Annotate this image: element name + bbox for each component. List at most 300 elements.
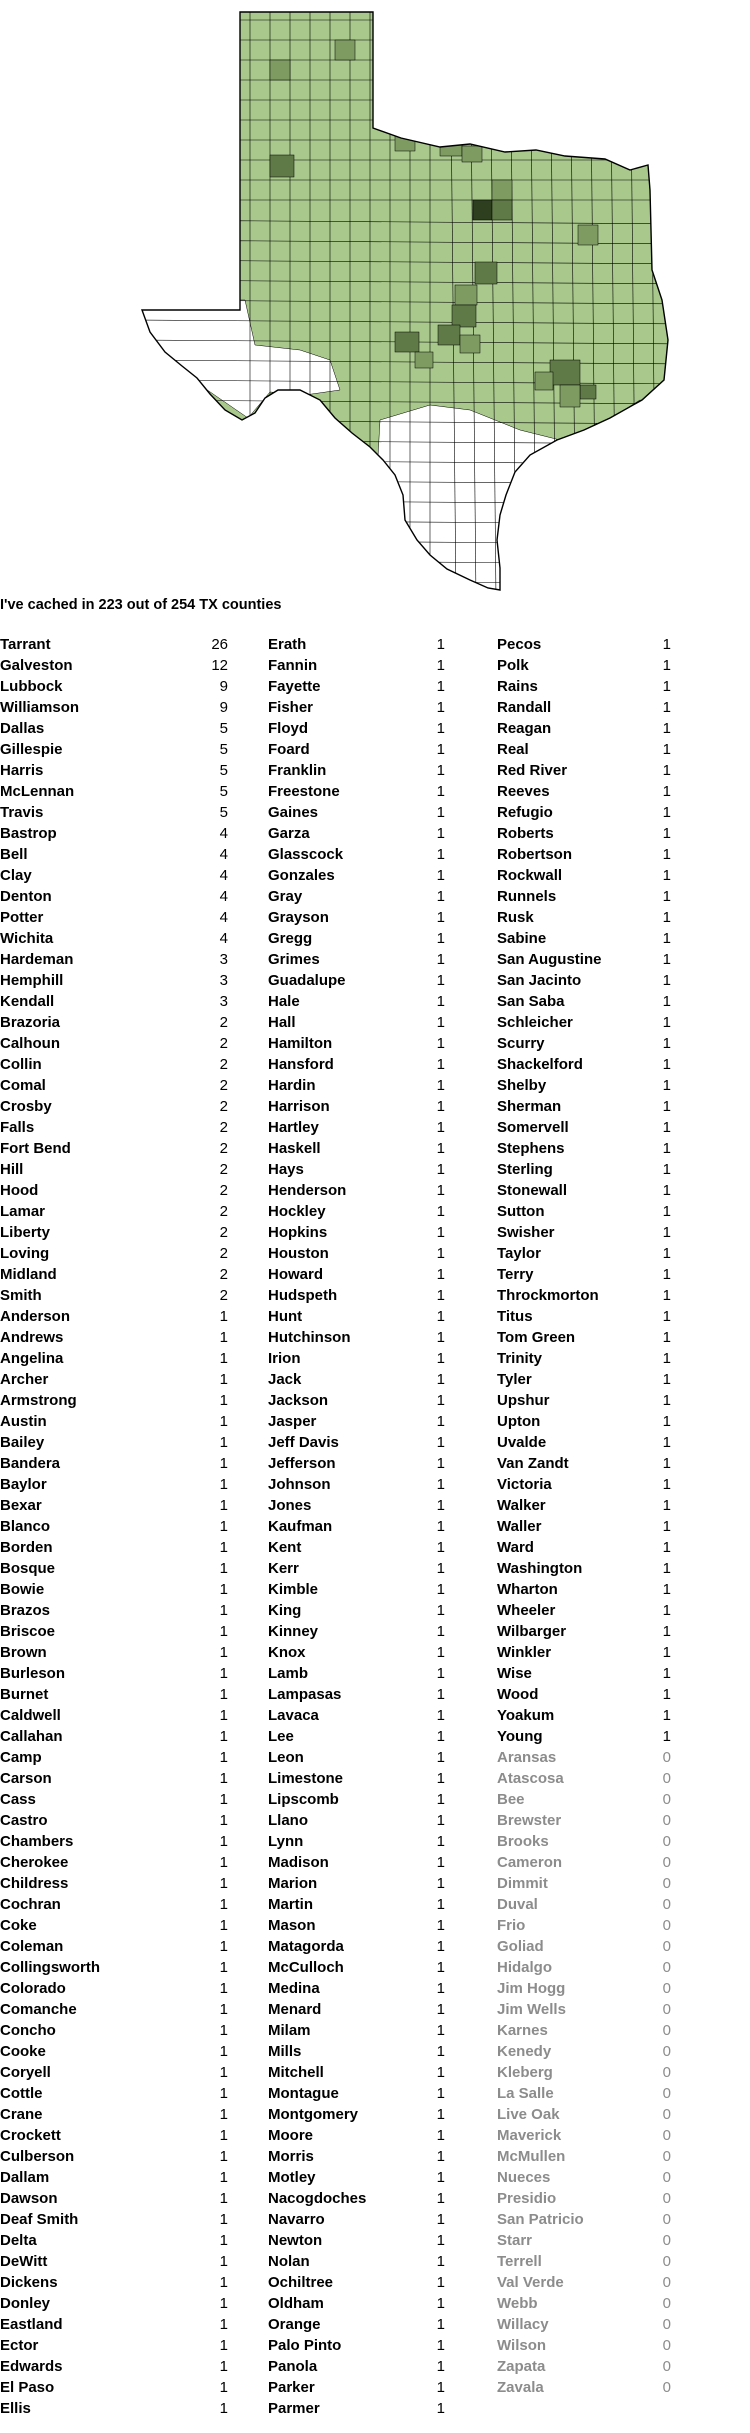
county-count: 1 bbox=[219, 1623, 228, 1640]
county-name: Parker bbox=[268, 2379, 315, 2396]
county-row bbox=[0, 2043, 228, 2064]
county-name: Archer bbox=[0, 1371, 49, 1388]
county-row bbox=[268, 1938, 445, 1959]
county-name: Loving bbox=[0, 1245, 50, 1262]
county-row bbox=[497, 888, 671, 909]
county-name: Wilbarger bbox=[497, 1623, 567, 1640]
county-row bbox=[0, 636, 228, 657]
county-name: Mills bbox=[268, 2043, 302, 2060]
county-count: 1 bbox=[436, 2253, 445, 2270]
county-name: Runnels bbox=[497, 888, 557, 905]
county-name: Real bbox=[497, 741, 529, 758]
county-name: Jack bbox=[268, 1371, 302, 1388]
county-name: Sabine bbox=[497, 930, 547, 947]
county-williamson bbox=[452, 305, 476, 327]
county-count: 1 bbox=[662, 1077, 671, 1094]
county-count: 0 bbox=[662, 2169, 671, 2186]
county-name: Howard bbox=[268, 1266, 324, 1283]
county-count: 1 bbox=[436, 1581, 445, 1598]
county-count: 0 bbox=[662, 1959, 671, 1976]
county-count: 1 bbox=[219, 1560, 228, 1577]
county-name: Dimmit bbox=[497, 1875, 548, 1892]
county-row bbox=[497, 1098, 671, 1119]
county-count: 1 bbox=[436, 1959, 445, 1976]
county-row bbox=[0, 2127, 228, 2148]
county-name: Coke bbox=[0, 1917, 37, 1934]
county-name: Milam bbox=[268, 2022, 311, 2039]
county-count: 1 bbox=[219, 2358, 228, 2375]
county-row bbox=[0, 678, 228, 699]
county-name: Sherman bbox=[497, 1098, 562, 1115]
county-count: 0 bbox=[662, 2379, 671, 2396]
county-name: Blanco bbox=[0, 1518, 51, 1535]
county-count: 3 bbox=[219, 993, 228, 1010]
county-row bbox=[268, 2358, 445, 2379]
county-name: Brewster bbox=[497, 1812, 562, 1829]
county-row bbox=[268, 699, 445, 720]
county-name: Grayson bbox=[268, 909, 329, 926]
county-name: Hardin bbox=[268, 1077, 316, 1094]
county-count: 1 bbox=[662, 783, 671, 800]
county-count: 4 bbox=[219, 825, 228, 842]
county-name: Fannin bbox=[268, 657, 318, 674]
county-row bbox=[497, 1686, 671, 1707]
county-row bbox=[268, 1413, 445, 1434]
county-row bbox=[268, 1770, 445, 1791]
county-row bbox=[0, 1707, 228, 1728]
county-count: 1 bbox=[436, 1875, 445, 1892]
county-count: 9 bbox=[219, 678, 228, 695]
county-name: Camp bbox=[0, 1749, 42, 1766]
county-count: 1 bbox=[436, 2379, 445, 2396]
county-name: Ward bbox=[497, 1539, 534, 1556]
county-name: Kaufman bbox=[268, 1518, 333, 1535]
county-count: 0 bbox=[662, 2043, 671, 2060]
county-name: Bell bbox=[0, 846, 28, 863]
county-row bbox=[0, 1413, 228, 1434]
county-name: Oldham bbox=[268, 2295, 324, 2312]
county-name: San Saba bbox=[497, 993, 565, 1010]
county-row bbox=[0, 1140, 228, 1161]
county-count: 1 bbox=[219, 2169, 228, 2186]
county-row bbox=[0, 888, 228, 909]
county-name: Angelina bbox=[0, 1350, 64, 1367]
county-row bbox=[497, 1119, 671, 1140]
county-count: 1 bbox=[662, 1476, 671, 1493]
county-name: Collin bbox=[0, 1056, 42, 1073]
county-name: Wheeler bbox=[497, 1602, 556, 1619]
county-count: 0 bbox=[662, 1938, 671, 1955]
county-row bbox=[0, 762, 228, 783]
county-count: 1 bbox=[436, 1518, 445, 1535]
county-row bbox=[0, 2085, 228, 2106]
county-name: Upshur bbox=[497, 1392, 550, 1409]
county-count: 1 bbox=[436, 2232, 445, 2249]
county-name: Marion bbox=[268, 1875, 318, 1892]
county-name: Rockwall bbox=[497, 867, 563, 884]
county-row bbox=[268, 1035, 445, 1056]
county-row bbox=[0, 1119, 228, 1140]
county-count: 1 bbox=[662, 1035, 671, 1052]
county-name: Travis bbox=[0, 804, 44, 821]
county-row bbox=[268, 1014, 445, 1035]
county-row bbox=[268, 1749, 445, 1770]
county-row bbox=[0, 1686, 228, 1707]
county-count: 1 bbox=[662, 1581, 671, 1598]
county-row bbox=[497, 1077, 671, 1098]
county-name: Cass bbox=[0, 1791, 36, 1808]
county-count: 1 bbox=[436, 2169, 445, 2186]
county-name: Brazos bbox=[0, 1602, 51, 1619]
county-name: Rusk bbox=[497, 909, 534, 926]
county-name: Cameron bbox=[497, 1854, 563, 1871]
county-name: Galveston bbox=[0, 657, 73, 674]
county-count: 1 bbox=[436, 636, 445, 653]
county-name: Harris bbox=[0, 762, 44, 779]
county-count: 1 bbox=[436, 1497, 445, 1514]
county-name: Jim Hogg bbox=[497, 1980, 566, 1997]
county-row bbox=[497, 2148, 671, 2169]
county-count: 0 bbox=[662, 2211, 671, 2228]
county-count: 0 bbox=[662, 1917, 671, 1934]
county-name: Crockett bbox=[0, 2127, 61, 2144]
county-row bbox=[497, 825, 671, 846]
county-count: 1 bbox=[436, 1329, 445, 1346]
county-row bbox=[268, 2337, 445, 2358]
county-name: Brazoria bbox=[0, 1014, 61, 1031]
county-name: Uvalde bbox=[497, 1434, 547, 1451]
county-count: 1 bbox=[219, 2043, 228, 2060]
county-row bbox=[0, 2148, 228, 2169]
county-row bbox=[497, 2316, 671, 2337]
county-row bbox=[268, 1896, 445, 1917]
county-count: 1 bbox=[436, 1287, 445, 1304]
county-count: 1 bbox=[219, 2022, 228, 2039]
county-count: 1 bbox=[662, 1308, 671, 1325]
county-fort-bend bbox=[535, 372, 553, 390]
county-row bbox=[497, 972, 671, 993]
county-gillespie bbox=[395, 332, 419, 352]
county-count: 1 bbox=[219, 1728, 228, 1745]
county-row bbox=[0, 1224, 228, 1245]
county-count: 0 bbox=[662, 2232, 671, 2249]
county-name: Gonzales bbox=[268, 867, 335, 884]
county-count: 1 bbox=[662, 1518, 671, 1535]
county-row bbox=[0, 1329, 228, 1350]
county-row bbox=[268, 1959, 445, 1980]
county-row bbox=[268, 972, 445, 993]
county-row bbox=[0, 2337, 228, 2358]
county-row bbox=[268, 2190, 445, 2211]
county-row bbox=[268, 1812, 445, 1833]
county-name: Bandera bbox=[0, 1455, 61, 1472]
county-row bbox=[0, 1350, 228, 1371]
county-row bbox=[497, 1770, 671, 1791]
county-row bbox=[0, 1203, 228, 1224]
county-name: Fayette bbox=[268, 678, 321, 695]
county-lubbock bbox=[270, 155, 294, 177]
county-row bbox=[268, 1455, 445, 1476]
county-count: 1 bbox=[436, 2358, 445, 2375]
county-name: Pecos bbox=[497, 636, 542, 653]
county-row bbox=[0, 1875, 228, 1896]
county-count: 1 bbox=[436, 1476, 445, 1493]
county-count: 1 bbox=[219, 2253, 228, 2270]
texas-county-map bbox=[0, 0, 750, 600]
county-row bbox=[0, 1161, 228, 1182]
county-name: Atascosa bbox=[497, 1770, 564, 1787]
county-name: Hartley bbox=[268, 1119, 319, 1136]
county-row bbox=[497, 1371, 671, 1392]
county-name: San Jacinto bbox=[497, 972, 582, 989]
county-row bbox=[0, 1854, 228, 1875]
county-row bbox=[268, 1350, 445, 1371]
county-row bbox=[497, 951, 671, 972]
county-row bbox=[497, 1245, 671, 1266]
county-count: 1 bbox=[436, 2148, 445, 2165]
county-name: Hood bbox=[0, 1182, 39, 1199]
county-name: Fort Bend bbox=[0, 1140, 71, 1157]
county-count: 0 bbox=[662, 2316, 671, 2333]
county-count: 1 bbox=[219, 2211, 228, 2228]
county-count: 0 bbox=[662, 2127, 671, 2144]
county-row bbox=[497, 1854, 671, 1875]
county-count: 1 bbox=[436, 1371, 445, 1388]
county-name: Roberts bbox=[497, 825, 554, 842]
county-count: 2 bbox=[219, 1140, 228, 1157]
county-row bbox=[497, 2232, 671, 2253]
county-count: 1 bbox=[662, 846, 671, 863]
county-name: Terrell bbox=[497, 2253, 542, 2270]
county-row bbox=[268, 2232, 445, 2253]
county-count: 1 bbox=[436, 1854, 445, 1871]
county-name: Upton bbox=[497, 1413, 541, 1430]
county-name: Duval bbox=[497, 1896, 538, 1913]
county-name: Scurry bbox=[497, 1035, 545, 1052]
county-row bbox=[268, 1434, 445, 1455]
county-name: Menard bbox=[268, 2001, 322, 2018]
county-row bbox=[497, 1728, 671, 1749]
county-row bbox=[497, 2211, 671, 2232]
county-row bbox=[0, 1287, 228, 1308]
county-row bbox=[0, 909, 228, 930]
county-name: Walker bbox=[497, 1497, 546, 1514]
county-count: 1 bbox=[436, 2043, 445, 2060]
county-count: 1 bbox=[219, 2106, 228, 2123]
county-count: 1 bbox=[436, 867, 445, 884]
county-name: Orange bbox=[268, 2316, 321, 2333]
county-row bbox=[0, 2379, 228, 2400]
county-row bbox=[497, 993, 671, 1014]
county-name: Schleicher bbox=[497, 1014, 573, 1031]
county-name: Lee bbox=[268, 1728, 294, 1745]
county-row bbox=[0, 1959, 228, 1980]
county-galveston bbox=[580, 385, 596, 399]
county-name: Victoria bbox=[497, 1476, 552, 1493]
county-name: Comal bbox=[0, 1077, 46, 1094]
county-row bbox=[268, 2379, 445, 2400]
county-count: 1 bbox=[436, 1266, 445, 1283]
county-row bbox=[268, 888, 445, 909]
county-name: Burleson bbox=[0, 1665, 66, 1682]
county-row bbox=[268, 783, 445, 804]
county-potter bbox=[270, 60, 290, 80]
county-row bbox=[0, 1455, 228, 1476]
county-name: Presidio bbox=[497, 2190, 557, 2207]
county-count: 1 bbox=[436, 1707, 445, 1724]
county-count: 0 bbox=[662, 1896, 671, 1913]
county-name: Shelby bbox=[497, 1077, 547, 1094]
county-row bbox=[268, 1308, 445, 1329]
county-row bbox=[497, 783, 671, 804]
county-name: Hutchinson bbox=[268, 1329, 351, 1346]
county-row bbox=[497, 1014, 671, 1035]
county-row bbox=[0, 1749, 228, 1770]
county-name: Montague bbox=[268, 2085, 339, 2102]
county-row bbox=[268, 1287, 445, 1308]
county-row bbox=[497, 2106, 671, 2127]
county-count: 1 bbox=[662, 678, 671, 695]
county-row bbox=[268, 2169, 445, 2190]
county-count: 1 bbox=[219, 1434, 228, 1451]
county-row bbox=[0, 2295, 228, 2316]
county-row bbox=[0, 1980, 228, 2001]
county-count: 1 bbox=[219, 2190, 228, 2207]
county-count: 0 bbox=[662, 2253, 671, 2270]
county-count: 1 bbox=[436, 1833, 445, 1850]
county-row bbox=[268, 2043, 445, 2064]
county-hemphill bbox=[335, 40, 355, 60]
county-row bbox=[497, 2379, 671, 2400]
county-name: Hidalgo bbox=[497, 1959, 552, 1976]
county-row bbox=[268, 1791, 445, 1812]
county-name: Sterling bbox=[497, 1161, 553, 1178]
county-count: 1 bbox=[219, 2400, 228, 2417]
county-row bbox=[497, 1350, 671, 1371]
county-count: 1 bbox=[662, 1434, 671, 1451]
county-count: 1 bbox=[662, 1602, 671, 1619]
county-name: Andrews bbox=[0, 1329, 64, 1346]
county-bell bbox=[455, 285, 477, 305]
county-count: 1 bbox=[662, 1455, 671, 1472]
county-count: 0 bbox=[662, 1770, 671, 1787]
county-count: 0 bbox=[662, 2358, 671, 2375]
county-row bbox=[268, 1182, 445, 1203]
county-count: 1 bbox=[219, 2085, 228, 2102]
county-name: Denton bbox=[0, 888, 52, 905]
county-count: 2 bbox=[219, 1287, 228, 1304]
county-row bbox=[0, 1077, 228, 1098]
county-name: Kenedy bbox=[497, 2043, 552, 2060]
county-name: Llano bbox=[268, 1812, 308, 1829]
county-count: 3 bbox=[219, 972, 228, 989]
county-name: Bee bbox=[497, 1791, 525, 1808]
county-name: Johnson bbox=[268, 1476, 331, 1493]
county-count: 1 bbox=[662, 804, 671, 821]
county-count: 1 bbox=[662, 951, 671, 968]
county-count: 0 bbox=[662, 1980, 671, 1997]
county-count: 1 bbox=[662, 993, 671, 1010]
county-row bbox=[268, 720, 445, 741]
county-count: 4 bbox=[219, 867, 228, 884]
county-row bbox=[497, 657, 671, 678]
county-count: 2 bbox=[219, 1035, 228, 1052]
county-bastrop bbox=[460, 335, 480, 353]
county-count: 1 bbox=[662, 1245, 671, 1262]
county-name: Tarrant bbox=[0, 636, 51, 653]
county-row bbox=[497, 2337, 671, 2358]
county-name: Anderson bbox=[0, 1308, 71, 1325]
county-row bbox=[0, 1581, 228, 1602]
county-name: Van Zandt bbox=[497, 1455, 569, 1472]
county-row bbox=[268, 1707, 445, 1728]
county-name: Midland bbox=[0, 1266, 57, 1283]
county-name: Matagorda bbox=[268, 1938, 344, 1955]
county-count: 1 bbox=[219, 1350, 228, 1367]
county-count: 1 bbox=[436, 972, 445, 989]
county-count: 0 bbox=[662, 2190, 671, 2207]
county-name: Coryell bbox=[0, 2064, 51, 2081]
county-count: 1 bbox=[219, 1371, 228, 1388]
county-name: Hockley bbox=[268, 1203, 326, 1220]
county-column-3 bbox=[497, 636, 671, 2400]
county-count: 0 bbox=[662, 2064, 671, 2081]
county-row bbox=[0, 951, 228, 972]
county-count: 1 bbox=[436, 1224, 445, 1241]
county-name: Waller bbox=[497, 1518, 542, 1535]
county-name: Baylor bbox=[0, 1476, 47, 1493]
county-name: Hardeman bbox=[0, 951, 74, 968]
county-row bbox=[497, 1896, 671, 1917]
county-count: 1 bbox=[436, 1728, 445, 1745]
county-name: Nueces bbox=[497, 2169, 551, 2186]
county-row bbox=[497, 867, 671, 888]
county-name: Liberty bbox=[0, 1224, 51, 1241]
county-row bbox=[497, 1434, 671, 1455]
county-name: Leon bbox=[268, 1749, 304, 1766]
county-row bbox=[0, 1371, 228, 1392]
county-name: Red River bbox=[497, 762, 568, 779]
county-count: 1 bbox=[436, 1602, 445, 1619]
county-row bbox=[268, 2274, 445, 2295]
county-row bbox=[497, 678, 671, 699]
county-row bbox=[497, 1329, 671, 1350]
county-row bbox=[0, 2001, 228, 2022]
county-name: Nacogdoches bbox=[268, 2190, 367, 2207]
county-row bbox=[268, 1077, 445, 1098]
county-count: 5 bbox=[219, 762, 228, 779]
county-name: Garza bbox=[268, 825, 310, 842]
county-row bbox=[497, 2022, 671, 2043]
county-count: 0 bbox=[662, 2106, 671, 2123]
county-row bbox=[497, 1539, 671, 1560]
county-count: 0 bbox=[662, 1791, 671, 1808]
county-count: 1 bbox=[436, 1665, 445, 1682]
county-row bbox=[0, 1917, 228, 1938]
county-count: 1 bbox=[436, 1350, 445, 1367]
county-count: 1 bbox=[662, 1329, 671, 1346]
county-row bbox=[268, 741, 445, 762]
county-count: 2 bbox=[219, 1014, 228, 1031]
county-name: Lamb bbox=[268, 1665, 309, 1682]
county-count: 1 bbox=[219, 2001, 228, 2018]
county-name: Karnes bbox=[497, 2022, 548, 2039]
county-row bbox=[497, 846, 671, 867]
county-count: 1 bbox=[219, 1833, 228, 1850]
county-row bbox=[268, 1854, 445, 1875]
county-name: Wise bbox=[497, 1665, 532, 1682]
county-name: Potter bbox=[0, 909, 44, 926]
